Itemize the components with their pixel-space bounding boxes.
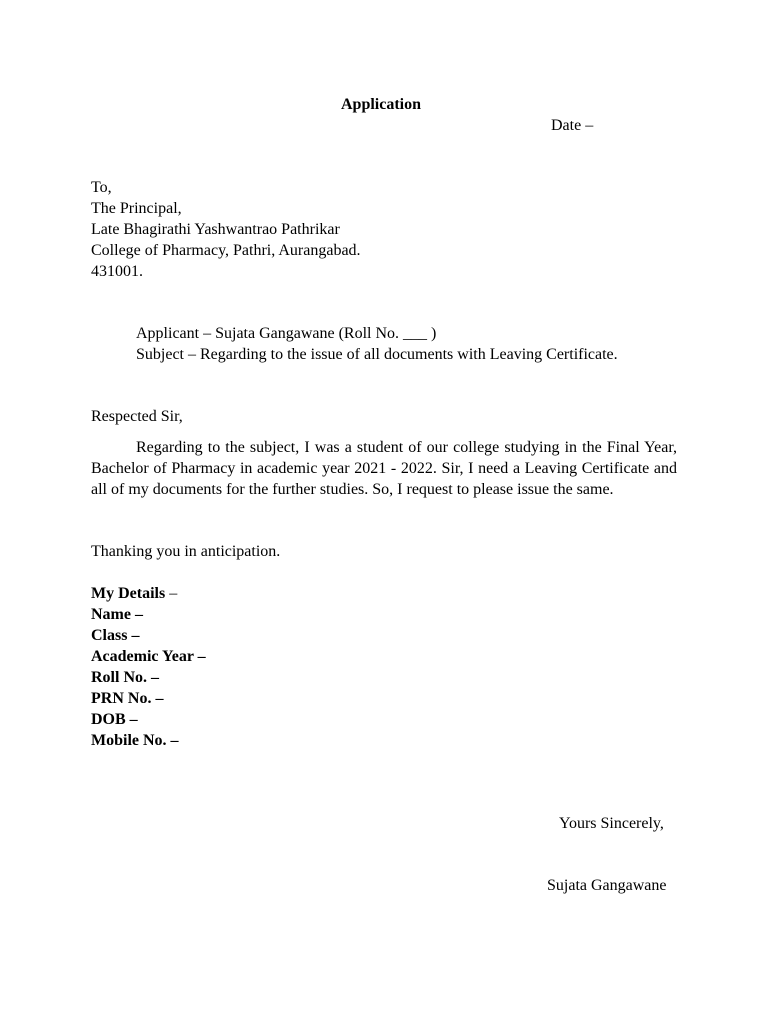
details-heading-dash: –	[165, 585, 178, 602]
body-paragraph: Regarding to the subject, I was a student of our college studying in the Final Year, Bachelor of Pharmacy in academic year 2021 - 2022. Sir, I need a Leaving Certificate and all of my documents for the further studies. So, I request to please issue the same.	[91, 439, 677, 498]
detail-mobile-no: Mobile No. –	[91, 732, 179, 749]
detail-class: Class –	[91, 627, 140, 644]
details-heading-label: My Details	[91, 585, 166, 602]
thanks-line: Thanking you in anticipation.	[91, 543, 281, 560]
detail-name: Name –	[91, 606, 143, 623]
recipient-pincode: 431001.	[91, 263, 143, 280]
detail-prn-no: PRN No. –	[91, 690, 164, 707]
subject-line: Subject – Regarding to the issue of all documents with Leaving Certificate.	[136, 346, 618, 363]
recipient-title: The Principal,	[91, 200, 182, 217]
applicant-line: Applicant – Sujata Gangawane (Roll No. ___ )	[136, 325, 437, 342]
recipient-institution: Late Bhagirathi Yashwantrao Pathrikar	[91, 221, 340, 238]
detail-dob: DOB –	[91, 711, 138, 728]
detail-academic-year: Academic Year –	[91, 648, 206, 665]
detail-roll-no: Roll No. –	[91, 669, 159, 686]
date-label: Date –	[551, 117, 594, 134]
document-title: Application	[341, 96, 422, 113]
signature-name: Sujata Gangawane	[547, 877, 667, 894]
recipient-address: College of Pharmacy, Pathri, Aurangabad.	[91, 242, 361, 259]
closing-line: Yours Sincerely,	[559, 815, 664, 832]
recipient-to: To,	[91, 179, 112, 196]
details-heading	[91, 583, 177, 604]
salutation: Respected Sir,	[91, 408, 183, 425]
